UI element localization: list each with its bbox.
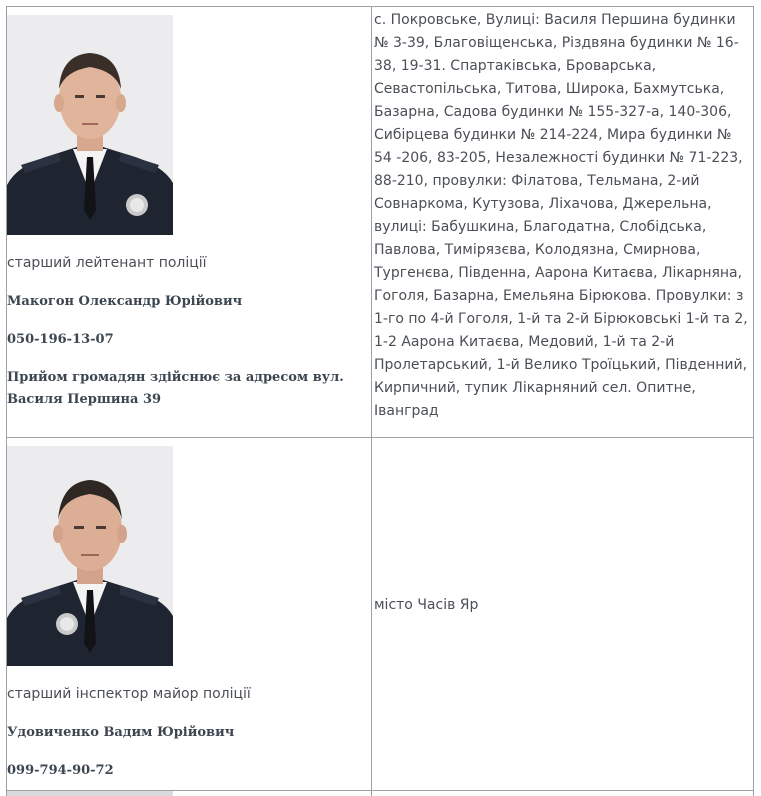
officer-rank: старший інспектор майор поліції xyxy=(7,686,251,702)
officer-info-cell xyxy=(7,438,372,791)
table-row xyxy=(7,7,754,438)
officer-name: Удовиченко Вадим Юрійович xyxy=(7,725,235,740)
officer-info-cell xyxy=(7,791,372,796)
officer-portrait-image xyxy=(7,15,173,235)
officer-name: Макогон Олександр Юрійович xyxy=(7,294,243,309)
service-area-text: с. Покровське, Вулиці: Василя Першина будинки № 3-39, Благовіщенська, Різдвяна будинки № 16-38, 19-31. Спартаківська, Броварська, Севастопільська, Титова, Широка, Бахмутська, Базарна, Садова будинки № 155-327-а, 140-306, Сибірцева будинки № 214-224, Мира будинки № 54 -206, 83-205, Незалежності будинки № 71-223, 88-210, провулки: Філатова, Тельмана, 2-ий Совнаркома, Кутузова, Ліхачова, Джерельна, вулиці: Бабушкина, Благодатна, Слобідська, Павлова, Тимірязєва, Колодязна, Смирнова, Тургенєва, Південна, Аарона Китаєва, Лікарняна, Гоголя, Базарна, Емельяна Бірюкова. Провулки: з 1-го по 4-й Гоголя, 1-й та 2-й Бірюковські 1-й та 2, 1-2 Аарона Китаєва, Медовий, 1-й та 2-й Пролетарський, 1-й Велико Троїцький, Південний, Кирпичний, тупик Лікарняний сел. Опитне, Іванград xyxy=(374,12,748,419)
reception-address: Прийом громадян здійснює за адресом вул. Василя Першина 39 xyxy=(7,370,344,407)
officer-info-cell xyxy=(7,7,372,438)
officer-rank: старший лейтенант поліції xyxy=(7,255,207,271)
officer-photo xyxy=(7,446,173,666)
officer-photo xyxy=(7,15,173,235)
officers-table xyxy=(6,6,754,796)
service-area-cell xyxy=(372,791,754,796)
officer-photo xyxy=(7,791,173,796)
service-area-text: місто Часів Яр xyxy=(374,597,479,613)
officer-phone: 099-794-90-72 xyxy=(7,763,114,778)
table-row xyxy=(7,438,754,791)
officer-phone: 050-196-13-07 xyxy=(7,332,114,347)
service-area-cell xyxy=(372,438,754,791)
officer-portrait-image xyxy=(7,446,173,666)
table-row xyxy=(7,791,754,796)
service-area-cell xyxy=(372,7,754,438)
